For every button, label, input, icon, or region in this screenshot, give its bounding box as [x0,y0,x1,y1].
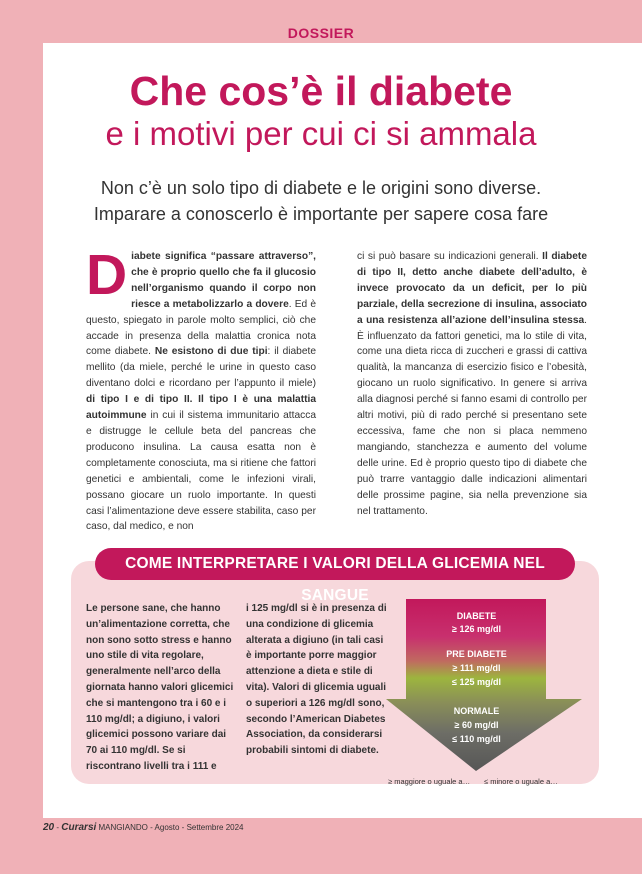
section-label: DOSSIER [287,25,355,41]
type2-bold: Il diabete di tipo II, detto anche diabete dell’adulto, è invece provocato da un deficit, per lo più parziale, della secrezione di insulina, associato a una resistenza all’azione dell’insulina stessa [357,251,587,326]
diabete-label: DIABETE [456,611,497,621]
title-line-1: Che cos’è il diabete [129,68,513,114]
article-column-2 [357,249,587,519]
magazine-name: Curarsi [61,822,97,833]
prediabete-value-min: ≥ 111 mg/dl [452,663,501,673]
drop-cap: D [86,243,128,307]
continuation-text: ci si può basare su indicazioni generali. [357,251,543,262]
subtitle-line-1: Non c’è un solo tipo di diabete e le origini sono diverse. [100,178,542,198]
legend-less-equal: ≤ minore o uguale a… [484,777,558,786]
box-text-column-1: Le persone sane, che hanno un’alimentazione corretta, che non sono sotto stress e hanno uno stile di vita regolare, generalmente nell’arco della giornata hanno valori glicemici che si mantengono tra i 60 e i 110 mg/dl; a digiuno, i valori glicemici possono variare dai 70 ai 110 mg/dl. Se si riscontrano livelli tra i 111 e [86,603,234,772]
types-bold: Ne esistono di due tipi [154,346,268,358]
page-footer [43,822,244,833]
footer-date: Agosto - Settembre 2024 [154,823,244,832]
box-text-column-2: i 125 mg/dl si è in presenza di una condizione di glicemia alterata a digiuno (in tali casi è importante porre maggior attenzione a dieta e stile di vita). Valori di glicemia uguali o superiori a 126 mg/dl sono, secondo l’American Diabetes Association, da considerarsi probabili sintomi di diabete. [246,603,387,757]
subtitle-line-2: Imparare a conoscerlo è importante per sapere cosa fare [93,204,549,224]
title-line-2: e i motivi per cui ci si ammala [105,115,537,152]
normale-value-min: ≥ 60 mg/dl [454,720,499,730]
subtitle [0,175,642,227]
intro-text: . Ed è questo, spiegato in parole molto semplici, ciò che accade in presenza della malattia cronica nota come diabete. [86,298,316,358]
page-number: 20 [43,822,55,833]
type1-text: in cui il sistema immunitario attacca e distrugge le cellule beta del pancreas che producono insulina. La causa esatta non è completamente conosciuta, ma si ritiene che fattori genetici e ambientali, come le infezioni virali, possano giocare un ruolo importante. In questi casi l’alimentazione deve essere stabilita, caso per caso, dal medico, e non [86,410,316,533]
footer-section: MANGIANDO [98,823,148,832]
legend-greater-equal: ≥ maggiore o uguale a… [388,777,471,786]
footer-separator: - [56,823,60,832]
normale-value-max: ≤ 110 mg/dl [452,734,501,744]
prediabete-label: PRE DIABETE [446,649,507,659]
type1-bold: di tipo I e di tipo II. Il tipo I è una malattia autoimmune [86,394,316,422]
diabete-value: ≥ 126 mg/dl [452,624,501,634]
glycemia-box-title: COME INTERPRETARE I VALORI DELLA GLICEMIA NEL SANGUE [95,548,575,580]
type2-text: . È influenzato da fattori genetici, ma lo stile di vita, come una dieta ricca di zuccheri e grassi di cattiva qualità, la mancanza di esercizio fisico e l’obesità, giocano un ruolo significativo. In genere si arriva alla diagnosi perché si fanno esami di controllo per altri motivi, più di rado perché si presentano sete eccessiva, fame che non si placa nemmeno mangiando, stanchezza e aumento del volume delle urine. Ed è proprio questo tipo di diabete che può trarre vantaggio dalle indicazioni alimentari delle prossime pagine, sia nella prevenzione sia nel trattamento. [357,314,587,517]
normale-label: NORMALE [453,706,500,716]
types-text: : il diabete mellito (da miele, perché le urine in questo caso diventano dolci e ricordano per l’appunto il miele) [86,346,316,390]
article-column-1 [86,243,316,535]
footer-dash: - [150,823,153,832]
prediabete-value-max: ≤ 125 mg/dl [452,677,501,687]
intro-bold: iabete significa “passare attraverso”, che è proprio quello che fa il glucosio nell’organismo quando il corpo non riesce a metabolizzarlo a dovere [131,251,316,310]
